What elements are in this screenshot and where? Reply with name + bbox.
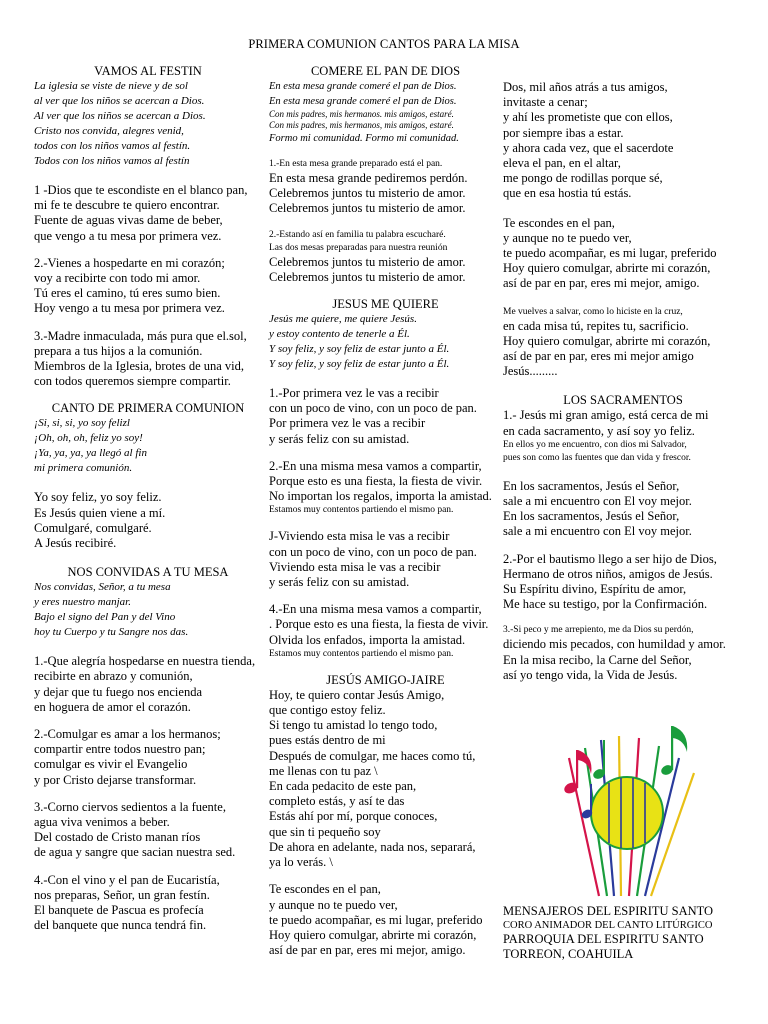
lyric-line: en hoguera de amor el corazón. [34, 699, 191, 714]
lyric-line: En los sacramentos, Jesús el Señor, [503, 478, 680, 493]
lyric-line: y dejar que tu fuego nos encienda [34, 684, 202, 699]
lyric-line: Jesús......... [503, 364, 558, 379]
footer-city: TORREON, COAHUILA [503, 947, 634, 961]
lyric-line: Su Espíritu divino, Espíritu de amor, [503, 582, 687, 597]
lyric-line: sale a mi encuentro con El voy mejor. [503, 524, 692, 539]
lyric-line: que contigo estoy feliz. [269, 703, 386, 718]
lyric-line: Hoy vengo a tu mesa por primera vez. [34, 301, 225, 316]
lyric-line: 2.-Comulgar es amar a los hermanos; [34, 727, 221, 742]
lyric-line: Y soy feliz, y soy feliz de estar junto a Él. [269, 358, 450, 371]
lyric-line: me pongo de rodillas porque sé, [503, 171, 663, 186]
lyric-line: en cada sacramento, y así soy yo feliz. [503, 423, 695, 438]
lyric-line: 1 -Dios que te escondiste en el blanco pan, [34, 183, 248, 197]
lyric-line: así de par en par, eres mi mejor amigo [503, 349, 694, 364]
lyric-line: Celebremos juntos tu misterio de amor. [269, 269, 466, 284]
lyric-line: Comulgaré, comulgaré. [34, 520, 152, 535]
song-title-vamos-al-festin: VAMOS AL FESTIN [94, 64, 202, 78]
column-left [34, 64, 262, 934]
lyric-line: Te escondes en el pan, [269, 882, 381, 897]
lyric-line: compartir entre todos nuestro pan; [34, 742, 206, 757]
lyric-line: nos preparas, Señor, un gran festín. [34, 887, 210, 902]
lyric-line: 1.-Por primera vez le vas a recibir [269, 386, 439, 401]
lyric-line: Al ver que los niños se acercan a Dios. [34, 110, 206, 122]
lyric-line: completo estás, y así te das [269, 794, 405, 809]
lyric-line: comulgar es vivir el Evangelio [34, 757, 188, 772]
lyric-line: Viviendo esta misa le vas a recibir [269, 559, 441, 574]
lyric-line: ¡Ya, ya, ya, ya llegó al fin [34, 447, 147, 460]
lyric-line: . Porque esto es una fiesta, la fiesta de vivir. [269, 617, 489, 632]
lyric-line: Hoy quiero comulgar, abrirte mi corazón, [269, 927, 477, 942]
footer-org: MENSAJEROS DEL ESPIRITU SANTO [503, 904, 714, 918]
lyric-line: en cada misa tú, repites tu, sacrificio. [503, 318, 689, 333]
lyric-line: te puedo acompañar, es mi lugar, preferido [503, 246, 717, 261]
song-title-jesus-amigo-jaire: JESÚS AMIGO-JAIRE [326, 672, 445, 687]
footer-parish: PARROQUIA DEL ESPIRITU SANTO [503, 932, 704, 946]
lyric-line: Si tengo tu amistad lo tengo todo, [269, 718, 438, 733]
footer-choir: CORO ANIMADOR DEL CANTO LITÚRGICO [503, 920, 713, 931]
lyric-line: No importan los regalos, importa la amistad. [269, 489, 492, 504]
music-notes-staff-icon [549, 718, 704, 898]
lyric-line: prepara a tus hijos a la comunión. [34, 343, 203, 358]
lyric-line: 3.-Si peco y me arrepiento, me da Dios su perdón, [503, 625, 694, 636]
lyric-line: ya lo verás. \ [269, 855, 333, 870]
lyric-line: mi primera comunión. [34, 462, 133, 475]
lyric-line: que sin ti pequeño soy [269, 824, 381, 839]
lyric-line: J-Viviendo esta misa le vas a recibir [269, 529, 450, 544]
lyric-line: Bajo el signo del Pan y del Vino [34, 611, 176, 624]
lyric-line: que vengo a tu mesa por primera vez. [34, 228, 222, 243]
lyric-line: En esta mesa grande comeré el pan de Dios. [269, 96, 457, 107]
lyric-line: Es Jesús quien viene a mí. [34, 505, 166, 520]
lyric-line: Con mis padres, mis hermanos. mis amigos, estaré. [269, 109, 454, 119]
lyric-line: y ahora cada vez, que el sacerdote [503, 140, 674, 155]
lyric-line: Celebremos juntos tu misterio de amor. [269, 201, 466, 216]
lyric-line: Miembros de la Iglesia, brotes de una vid, [34, 359, 245, 374]
lyric-line: En esta mesa grande comeré el pan de Dios. [269, 81, 457, 92]
lyric-line: Cristo nos convida, alegres venid, [34, 125, 184, 137]
lyric-line: invitaste a cenar; [503, 95, 588, 110]
lyric-line: Fuente de aguas vivas dame de beber, [34, 213, 223, 228]
lyric-line: así yo tengo vida, la Vida de Jesús. [503, 667, 678, 682]
lyric-line: Estamos muy contentos partiendo el mismo pan. [269, 505, 454, 516]
lyric-line: todos con los niños vamos al festín. [34, 140, 191, 152]
lyric-line: Olvida los enfados, importa la amistad. [269, 632, 466, 647]
lyric-line: Me hace su testigo, por la Confirmación. [503, 597, 708, 612]
lyric-line: sale a mi encuentro con El voy mejor. [503, 494, 692, 509]
lyric-line: te puedo acompañar, es mi lugar, preferido [269, 912, 483, 927]
lyric-line: En los sacramentos, Jesús el Señor, [503, 509, 680, 524]
lyric-line: 2.-Por el bautismo llego a ser hijo de Dios, [503, 551, 717, 566]
lyric-line: Del costado de Cristo manan ríos [34, 830, 201, 845]
lyric-line: hoy tu Cuerpo y tu Sangre nos das. [34, 626, 189, 639]
lyric-line: Yo soy feliz, yo soy feliz. [34, 490, 162, 505]
lyric-line: Jesús me quiere, me quiere Jesús. [269, 313, 417, 326]
lyric-line: con un poco de vino, con un poco de pan. [269, 544, 477, 559]
lyric-line: mi fe te descubre te quiero encontrar. [34, 198, 220, 213]
lyric-line: me llenas con tu paz \ [269, 763, 378, 778]
lyric-line: y serás feliz con su amistad. [269, 431, 410, 446]
lyric-line: y aunque no te puedo ver, [269, 897, 398, 912]
lyric-line: Nos convidas, Señor, a tu mesa [34, 581, 171, 594]
lyric-line: Celebremos juntos tu misterio de amor. [269, 254, 466, 269]
lyric-line: 3.-Corno ciervos sedientos a la fuente, [34, 799, 226, 814]
lyric-line: eleva el pan, en el altar, [503, 156, 621, 171]
column-right [503, 80, 743, 683]
lyric-line: Las dos mesas preparadas para nuestra reunión [269, 242, 448, 253]
lyric-line: pues estás dentro de mi [269, 733, 386, 748]
lyric-line: 2.-Vienes a hospedarte en mi corazón; [34, 255, 225, 270]
lyric-line: así de par en par, eres mi mejor, amigo. [503, 276, 700, 291]
lyric-line: Estamos muy contentos partiendo el mismo pan. [269, 648, 454, 659]
lyric-line: Por primera vez le vas a recibir [269, 416, 426, 431]
lyric-line: y estoy contento de tenerle a Él. [269, 328, 410, 341]
lyric-line: 1.-En esta mesa grande preparado está el pan. [269, 159, 443, 169]
lyric-line: 4.-Con el vino y el pan de Eucaristía, [34, 872, 220, 887]
logo-sun [591, 777, 663, 849]
footer [503, 904, 753, 962]
lyric-line: 2.-En una misma mesa vamos a compartir, [269, 458, 482, 473]
lyric-line: Tú eres el camino, tú eres sumo bien. [34, 286, 221, 301]
lyric-line: ¡Si, si, si, yo soy felizl [34, 417, 130, 430]
lyric-line: con todos queremos siempre compartir. [34, 374, 231, 389]
lyric-line: que en esa hostia tú estás. [503, 186, 632, 201]
lyric-line: Formo mi comunidad. Formo mi comunidad. [269, 133, 459, 144]
lyric-line: 1.-Que alegría hospedarse en nuestra tienda, [34, 654, 256, 669]
lyric-line: agua viva venimos a beber. [34, 815, 170, 830]
lyric-line: 1.- Jesús mi gran amigo, está cerca de mi [503, 408, 709, 423]
lyric-line: Hermano de otros niños, amigos de Jesús. [503, 566, 713, 581]
lyric-line: Hoy quiero comulgar, abrirte mi corazón, [503, 261, 711, 276]
lyric-line: De ahora en adelante, nada nos, separará, [269, 839, 476, 854]
lyric-line: Todos con los niños vamos al festín [34, 155, 190, 167]
lyric-line: Y soy feliz, y soy feliz de estar junto a Él. [269, 343, 450, 356]
lyric-line: Dos, mil años atrás a tus amigos, [503, 80, 668, 94]
lyric-line: 2.-Estando así en familia tu palabra escucharé. [269, 229, 446, 240]
lyric-line: El banquete de Pascua es profecía [34, 903, 204, 918]
logo-line-yellow [651, 773, 694, 896]
lyric-line: Hoy, te quiero contar Jesús Amigo, [269, 687, 445, 702]
lyric-line: de agua y sangre que sacian nuestra sed. [34, 845, 236, 860]
lyric-line: 4.-En una misma mesa vamos a compartir, [269, 602, 482, 617]
lyric-line: pues son como las fuentes que dan vida y frescor. [503, 452, 691, 463]
lyric-line: diciendo mis pecados, con humildad y amor. [503, 637, 726, 652]
lyric-line: Estás ahí por mí, porque conoces, [269, 809, 438, 824]
song-title-jesus-me-quiere: JESUS ME QUIERE [332, 297, 439, 312]
lyric-line: así de par en par, eres mi mejor, amigo. [269, 943, 466, 958]
lyric-line: En cada pedacito de este pan, [269, 779, 417, 794]
page-title: PRIMERA COMUNION CANTOS PARA LA MISA [248, 37, 520, 51]
lyric-line: Hoy quiero comulgar, abrirte mi corazón, [503, 333, 711, 348]
lyric-line: del banquete que nunca tendrá fin. [34, 918, 207, 933]
lyric-line: y ahí les prometiste que con ellos, [503, 110, 673, 125]
lyric-line: En la misa recibo, la Carne del Señor, [503, 652, 692, 667]
song-title-comere-el-pan-de-dios: COMERE EL PAN DE DIOS [310, 64, 461, 78]
lyric-line: y eres nuestro manjar. [34, 596, 131, 609]
lyric-line: por siempre ibas a estar. [503, 125, 624, 140]
lyric-line: y serás feliz con su amistad. [269, 575, 410, 590]
lyric-line: Porque esto es una fiesta, la fiesta de vivir. [269, 474, 483, 489]
lyric-line: ¡Oh, oh, oh, feliz yo soy! [34, 432, 143, 445]
song-title-los-sacramentos: LOS SACRAMENTOS [563, 393, 683, 408]
lyric-line: al ver que los niños se acercan a Dios. [34, 95, 205, 107]
song-title-canto-de-primera-comunion: CANTO DE PRIMERA COMUNION [51, 401, 245, 416]
song-intro [34, 79, 262, 169]
lyric-line: A Jesús recibiré. [34, 536, 117, 551]
song-title-nos-convidas-a-tu-mesa: NOS CONVIDAS A TU MESA [67, 565, 229, 580]
lyric-line: recibirte en abrazo y comunión, [34, 669, 193, 684]
lyric-line: Me vuelves a salvar, como lo hiciste en la cruz, [503, 306, 683, 317]
lyric-line: Después de comulgar, me haces como tú, [269, 748, 476, 763]
lyric-line: voy a recibirte con todo mi amor. [34, 271, 201, 286]
column-middle [269, 64, 502, 958]
lyric-line: y por Cristo dejarse transformar. [34, 772, 197, 787]
lyric-line: y aunque no te puedo ver, [503, 230, 632, 245]
lyric-line: con un poco de vino, con un poco de pan. [269, 401, 477, 416]
lyric-line: 3.-Madre inmaculada, más pura que el.sol, [34, 328, 247, 343]
lyric-line: Celebremos juntos tu misterio de amor. [269, 186, 466, 201]
lyric-line: Con mis padres, mis hermanos, mis amigos, estaré. [269, 120, 454, 130]
lyric-line: En esta mesa grande pediremos perdón. [269, 171, 468, 185]
lyric-line: En ellos yo me encuentro, con dios mi Salvador, [503, 439, 687, 450]
lyric-line: La iglesia se viste de nieve y de sol [34, 80, 188, 92]
lyric-line: Te escondes en el pan, [503, 215, 615, 230]
